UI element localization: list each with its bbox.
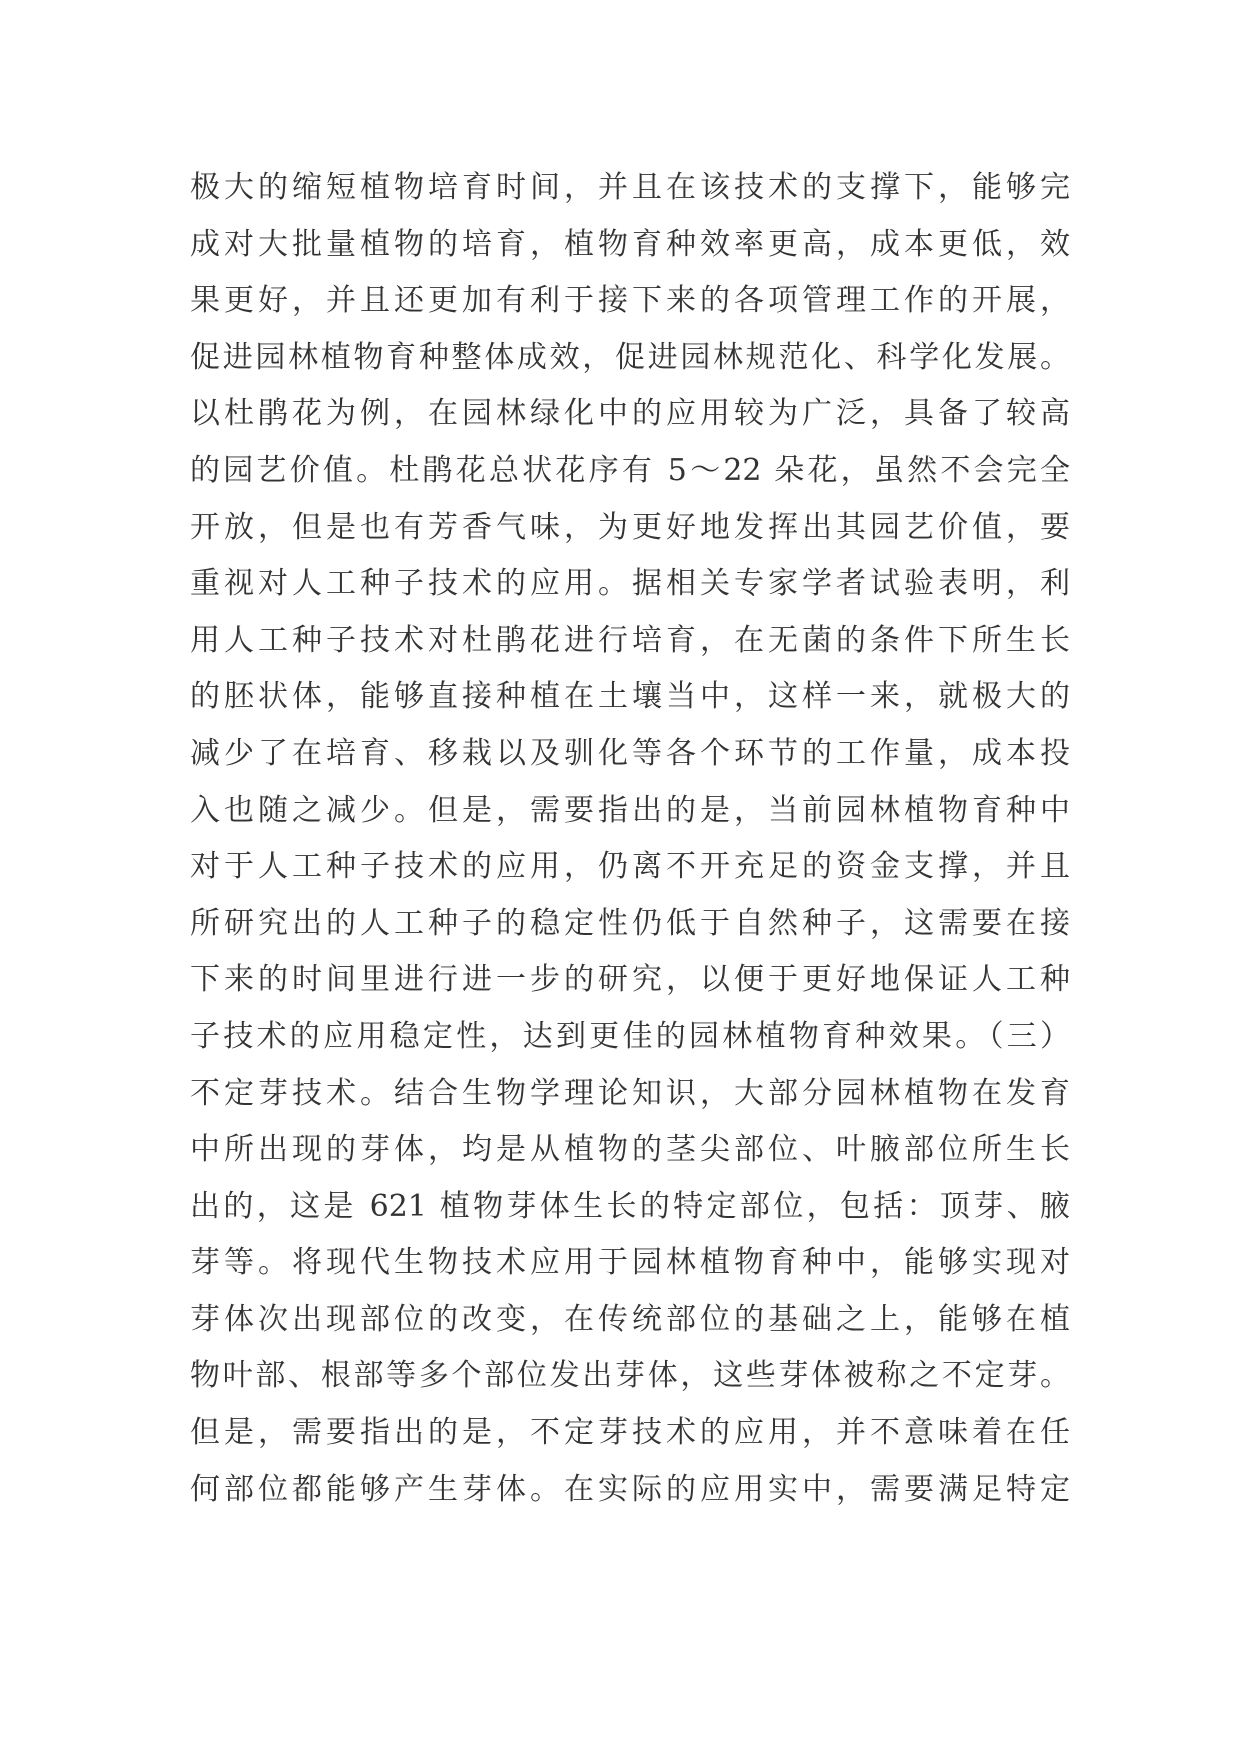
text-line: 用人工种子技术对杜鹃花进行培育，在无菌的条件下所生长: [190, 622, 1070, 658]
text-line: 物叶部、根部等多个部位发出芽体，这些芽体被称之不定芽。: [190, 1358, 1070, 1394]
text-line: 开放，但是也有芳香气味，为更好地发挥出其园艺价值，要: [190, 509, 1070, 545]
text-line: 芽体次出现部位的改变，在传统部位的基础之上，能够在植: [190, 1301, 1070, 1337]
text-line: 何部位都能够产生芽体。在实际的应用实中，需要满足特定: [190, 1471, 1070, 1507]
text-line: 子技术的应用稳定性，达到更佳的园林植物育种效果。（三）: [190, 1018, 1070, 1054]
text-line: 促进园林植物育种整体成效，促进园林规范化、科学化发展。: [190, 339, 1070, 375]
text-line: 下来的时间里进行进一步的研究，以便于更好地保证人工种: [190, 962, 1070, 998]
text-line: 成对大批量植物的培育，植物育种效率更高，成本更低，效: [190, 226, 1070, 262]
text-line: 重视对人工种子技术的应用。据相关专家学者试验表明，利: [190, 566, 1070, 602]
body-text: [190, 160, 1070, 1518]
text-line: 所研究出的人工种子的稳定性仍低于自然种子，这需要在接: [190, 905, 1070, 941]
text-line: 的胚状体，能够直接种植在土壤当中，这样一来，就极大的: [190, 679, 1070, 715]
text-line: 中所出现的芽体，均是从植物的茎尖部位、叶腋部位所生长: [190, 1132, 1070, 1168]
text-line: 果更好，并且还更加有利于接下来的各项管理工作的开展，: [190, 283, 1070, 319]
text-line: 极大的缩短植物培育时间，并且在该技术的支撑下，能够完: [190, 170, 1070, 205]
text-line: 对于人工种子技术的应用，仍离不开充足的资金支撑，并且: [190, 849, 1070, 885]
text-line: 减少了在培育、移栽以及驯化等各个环节的工作量，成本投: [190, 735, 1070, 771]
text-line: 不定芽技术。结合生物学理论知识，大部分园林植物在发育: [190, 1075, 1070, 1111]
text-line: 芽等。将现代生物技术应用于园林植物育种中，能够实现对: [190, 1245, 1070, 1281]
text-line: 入也随之减少。但是，需要指出的是，当前园林植物育种中: [190, 792, 1070, 828]
text-line: 但是，需要指出的是，不定芽技术的应用，并不意味着在任: [190, 1415, 1070, 1451]
text-line: 出的，这是 621 植物芽体生长的特定部位，包括：顶芽、腋: [190, 1188, 1070, 1224]
text-line: 的园艺价值。杜鹃花总状花序有 5～22 朵花，虽然不会完全: [190, 452, 1070, 488]
text-line: 以杜鹃花为例，在园林绿化中的应用较为广泛，具备了较高: [190, 396, 1070, 432]
